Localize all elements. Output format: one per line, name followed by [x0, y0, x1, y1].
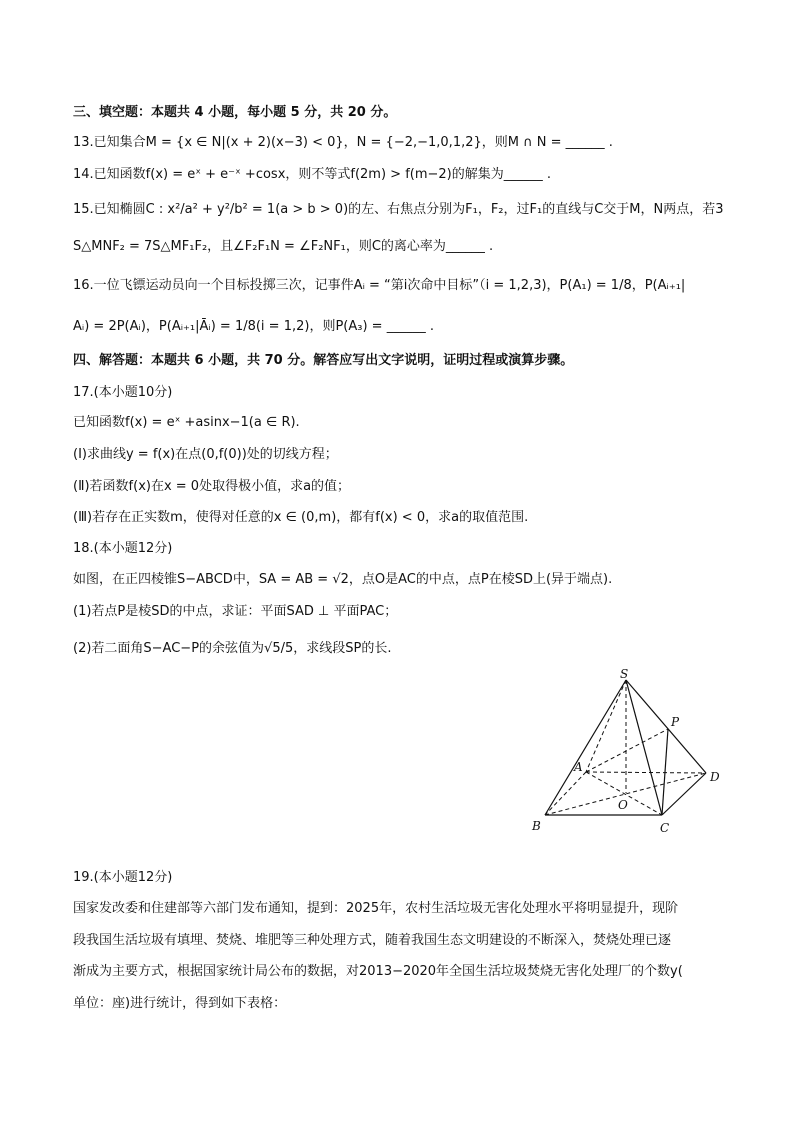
problem-19-line-4: 单位：座)进行统计，得到如下表格：	[73, 996, 287, 1011]
label-D: D	[710, 770, 720, 784]
problem-18-part-1: (1)若点P是棱SD的中点，求证：平面SAD ⊥ 平面PAC；	[73, 604, 398, 619]
problem-18-header: 18.(本小题12分)	[73, 541, 173, 556]
problem-17-part-1: (Ⅰ)求曲线y = f(x)在点(0,f(0))处的切线方程；	[73, 447, 338, 462]
label-C: C	[660, 821, 670, 835]
problem-14: 14.已知函数f(x) = eˣ + e⁻ˣ +cosx，则不等式f(2m) > f(m−2)的解集为______ .	[73, 167, 552, 182]
problem-17-stem: 已知函数f(x) = eˣ +asinx−1(a ∈ R).	[73, 415, 300, 430]
problem-17-header: 17.(本小题10分)	[73, 385, 173, 400]
problem-16-line-1: 16.一位飞镖运动员向一个目标投掷三次，记事件Aᵢ = “第i次命中目标”（i = 1,2,3)，P(A₁) = 1/8，P(Aᵢ₊₁|	[73, 278, 686, 293]
problem-19-line-2: 段我国生活垃圾有填埋、焚烧、堆肥等三种处理方式，随着我国生态文明建设的不断深入，焚烧处理已逐	[73, 933, 672, 948]
problem-19-line-1: 国家发改委和住建部等六部门发布通知，提到：2025年，农村生活垃圾无害化处理水平将明显提升，现阶	[73, 901, 679, 916]
problem-15-line-1: 15.已知椭圆C : x²/a² + y²/b² = 1(a > b > 0)的左、右焦点分别为F₁，F₂，过F₁的直线与C交于M，N两点，若3	[73, 202, 724, 217]
label-S: S	[620, 667, 629, 681]
problem-19-line-3: 渐成为主要方式，根据国家统计局公布的数据，对2013−2020年全国生活垃圾焚烧无害化处理厂的个数y(	[73, 964, 683, 979]
problem-18-part-2: (2)若二面角S−AC−P的余弦值为√5/5，求线段SP的长.	[73, 641, 392, 656]
label-B: B	[532, 819, 541, 833]
label-O: O	[618, 798, 628, 812]
label-P: P	[671, 715, 680, 729]
problem-17-part-3: (Ⅲ)若存在正实数m，使得对任意的x ∈ (0,m)，都有f(x) < 0，求a的取值范围.	[73, 510, 529, 525]
problem-15-line-2: S△MNF₂ = 7S△MF₁F₂，且∠F₂F₁N = ∠F₂NF₁，则C的离心率为______ .	[73, 239, 494, 254]
problem-19-header: 19.(本小题12分)	[73, 870, 173, 885]
pyramid-figure	[520, 665, 740, 840]
section-4-title: 四、解答题：本题共 6 小题，共 70 分。解答应写出文字说明，证明过程或演算步骤。	[73, 353, 574, 368]
problem-18-stem: 如图，在正四棱锥S−ABCD中，SA = AB = √2，点O是AC的中点，点P在棱SD上(异于端点).	[73, 572, 613, 587]
problem-17-part-2: (Ⅱ)若函数f(x)在x = 0处取得极小值，求a的值；	[73, 479, 351, 494]
section-3-title: 三、填空题：本题共 4 小题，每小题 5 分，共 20 分。	[73, 105, 397, 120]
label-A: A	[574, 760, 583, 774]
problem-13: 13.已知集合M = {x ∈ N|(x + 2)(x−3) < 0}，N = {−2,−1,0,1,2}，则M ∩ N = ______ .	[73, 135, 613, 150]
problem-16-line-2: Aᵢ) = 2P(Aᵢ)，P(Aᵢ₊₁|Āᵢ) = 1/8(i = 1,2)，则P(A₃) = ______ .	[73, 319, 434, 334]
